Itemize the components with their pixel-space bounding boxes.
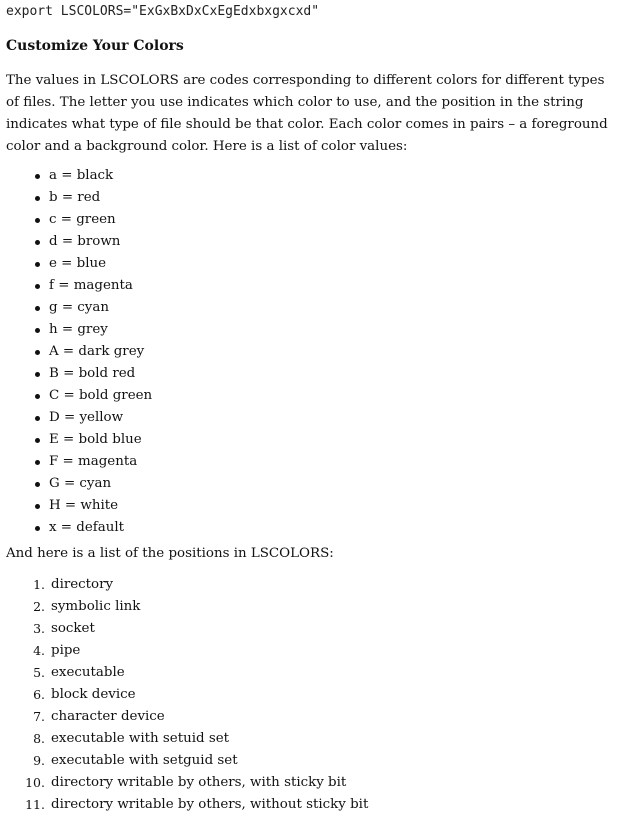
list-item-number: 9. bbox=[33, 753, 45, 768]
list-item-text: directory writable by others, with sticky bit bbox=[51, 775, 347, 790]
list-item bbox=[6, 319, 642, 341]
code-snippet: export LSCOLORS="ExGxBxDxCxEgEdxbxgxcxd" bbox=[6, 4, 320, 19]
bullet-icon bbox=[35, 394, 40, 399]
list-item bbox=[6, 275, 642, 297]
color-values-list bbox=[6, 165, 642, 539]
list-item-number: 1. bbox=[33, 577, 45, 592]
list-item-text: H = white bbox=[49, 498, 119, 513]
bullet-icon bbox=[35, 284, 40, 289]
list-item-text: x = default bbox=[49, 520, 125, 535]
list-item-text: directory writable by others, without sticky bit bbox=[51, 797, 369, 812]
bullet-icon bbox=[35, 196, 40, 201]
positions-intro: And here is a list of the positions in LSCOLORS: bbox=[6, 546, 334, 561]
list-item-text: f = magenta bbox=[49, 278, 133, 293]
list-item-text: D = yellow bbox=[49, 410, 124, 425]
list-item-text: c = green bbox=[49, 212, 116, 227]
bullet-icon bbox=[35, 174, 40, 179]
list-item-number: 5. bbox=[33, 665, 45, 680]
bullet-icon bbox=[35, 460, 40, 465]
list-item bbox=[6, 187, 642, 209]
list-item bbox=[6, 618, 642, 640]
bullet-icon bbox=[35, 504, 40, 509]
list-item-text: F = magenta bbox=[49, 454, 138, 469]
list-item bbox=[6, 596, 642, 618]
list-item-text: d = brown bbox=[49, 234, 121, 249]
list-item-text: h = grey bbox=[49, 322, 108, 337]
list-item bbox=[6, 451, 642, 473]
list-item-number: 11. bbox=[25, 797, 45, 812]
list-item bbox=[6, 165, 642, 187]
list-item-text: socket bbox=[51, 621, 95, 636]
list-item-number: 6. bbox=[33, 687, 45, 702]
list-item-text: g = cyan bbox=[49, 300, 109, 315]
list-item bbox=[6, 772, 642, 794]
list-item bbox=[6, 407, 642, 429]
list-item-text: executable bbox=[51, 665, 125, 680]
list-item-text: A = dark grey bbox=[49, 344, 145, 359]
list-item bbox=[6, 662, 642, 684]
list-item-text: a = black bbox=[49, 168, 114, 183]
list-item bbox=[6, 495, 642, 517]
list-item bbox=[6, 517, 642, 539]
list-item-text: executable with setuid set bbox=[51, 731, 230, 746]
bullet-icon bbox=[35, 306, 40, 311]
list-item bbox=[6, 385, 642, 407]
list-item-text: E = bold blue bbox=[49, 432, 142, 447]
bullet-icon bbox=[35, 328, 40, 333]
bullet-icon bbox=[35, 438, 40, 443]
list-item bbox=[6, 794, 642, 816]
list-item-text: C = bold green bbox=[49, 388, 153, 403]
list-item-text: block device bbox=[51, 687, 136, 702]
list-item bbox=[6, 429, 642, 451]
list-item-text: pipe bbox=[51, 643, 81, 658]
list-item-text: e = blue bbox=[49, 256, 107, 271]
bullet-icon bbox=[35, 218, 40, 223]
bullet-icon bbox=[35, 416, 40, 421]
list-item-number: 8. bbox=[33, 731, 45, 746]
list-item-text: character device bbox=[51, 709, 165, 724]
list-item-text: symbolic link bbox=[51, 599, 141, 614]
list-item bbox=[6, 574, 642, 596]
intro-paragraph: The values in LSCOLORS are codes corresponding to different colors for different types of files. The letter you use indicates which color to use, and the position in the string indicates what type of file should be that color. Each color comes in pairs – a foreground color and a background color. Here is a list of color values: bbox=[6, 73, 608, 154]
list-item bbox=[6, 706, 642, 728]
list-item bbox=[6, 297, 642, 319]
list-item-number: 2. bbox=[33, 599, 45, 614]
list-item-text: B = bold red bbox=[49, 366, 136, 381]
list-item bbox=[6, 684, 642, 706]
list-item-text: G = cyan bbox=[49, 476, 112, 491]
list-item-text: directory bbox=[51, 577, 114, 592]
bullet-icon bbox=[35, 526, 40, 531]
bullet-icon bbox=[35, 350, 40, 355]
bullet-icon bbox=[35, 240, 40, 245]
list-item bbox=[6, 750, 642, 772]
list-item-number: 4. bbox=[33, 643, 45, 658]
list-item bbox=[6, 253, 642, 275]
section-heading: Customize Your Colors bbox=[6, 38, 184, 54]
positions-list bbox=[6, 574, 642, 816]
list-item bbox=[6, 231, 642, 253]
bullet-icon bbox=[35, 372, 40, 377]
list-item bbox=[6, 640, 642, 662]
list-item-number: 10. bbox=[25, 775, 45, 790]
list-item-number: 7. bbox=[33, 709, 45, 724]
list-item-text: executable with setguid set bbox=[51, 753, 238, 768]
bullet-icon bbox=[35, 482, 40, 487]
list-item bbox=[6, 728, 642, 750]
list-item bbox=[6, 341, 642, 363]
list-item bbox=[6, 363, 642, 385]
list-item-number: 3. bbox=[33, 621, 45, 636]
list-item bbox=[6, 473, 642, 495]
bullet-icon bbox=[35, 262, 40, 267]
list-item bbox=[6, 209, 642, 231]
list-item-text: b = red bbox=[49, 190, 101, 205]
